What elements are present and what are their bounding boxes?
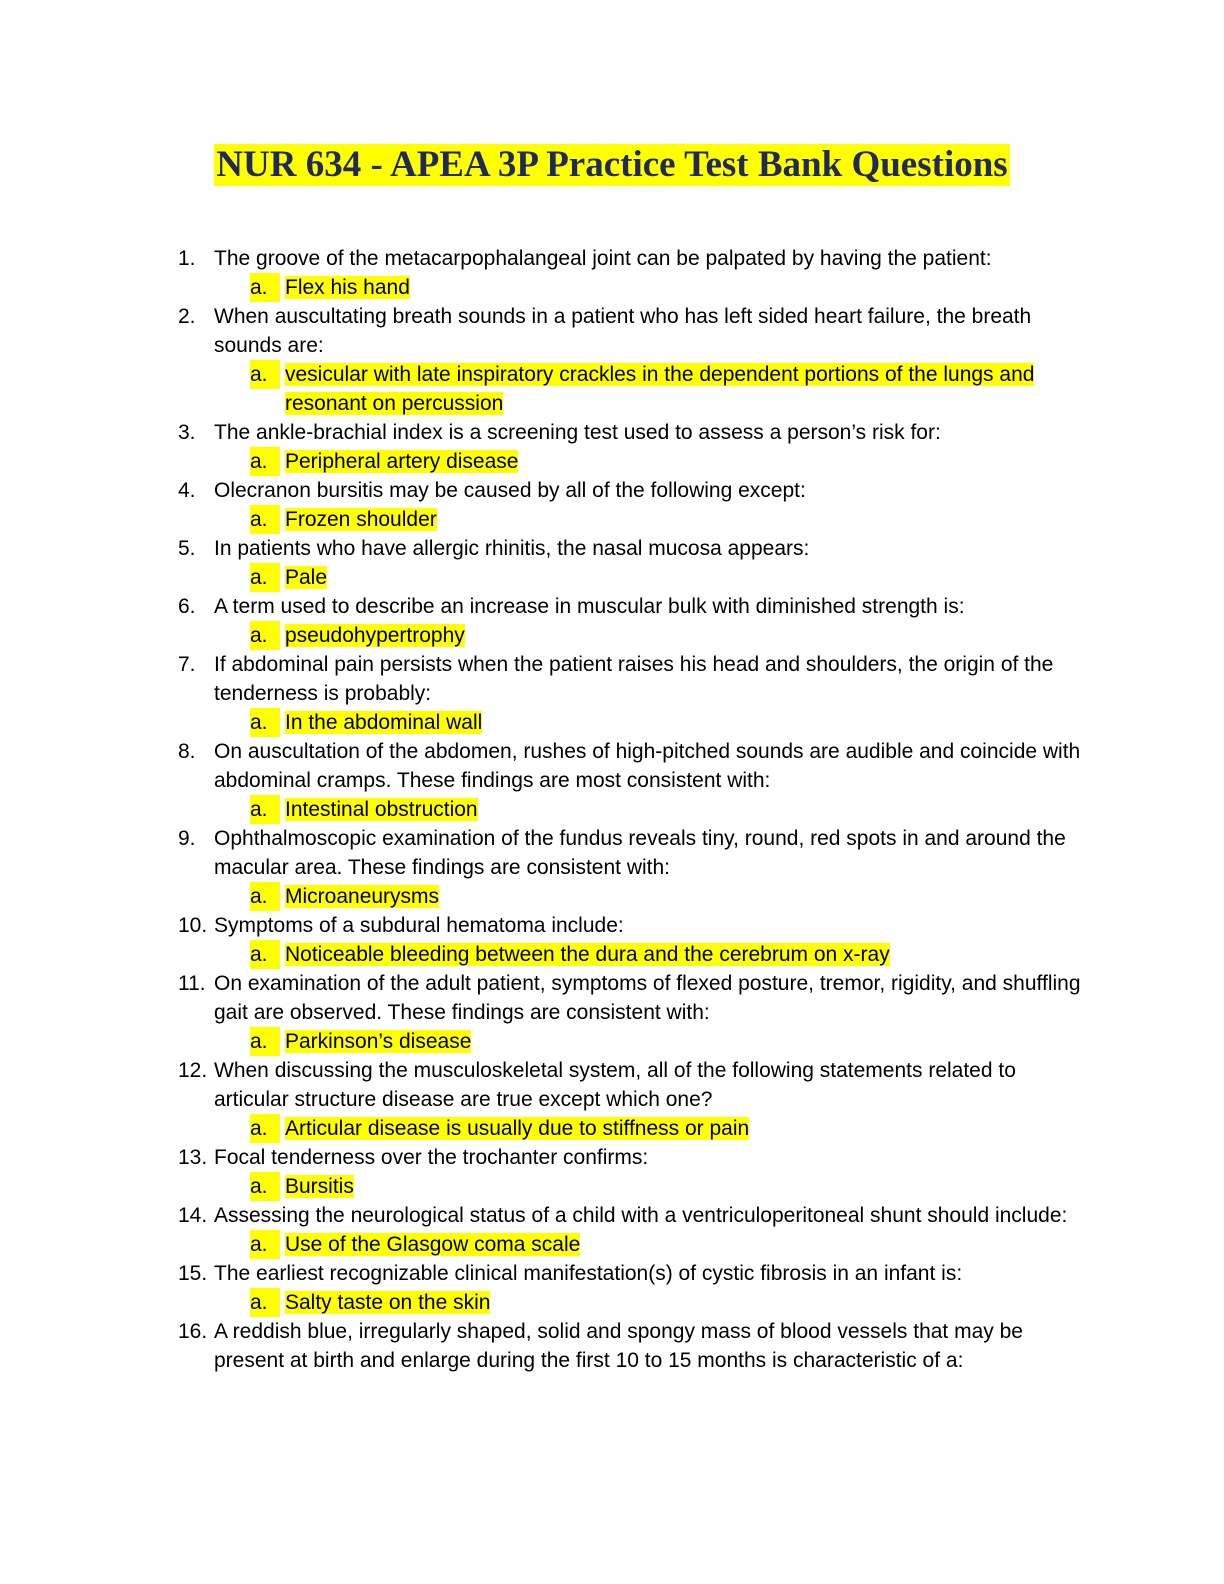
- question-number: 4.: [178, 479, 196, 502]
- question-item: [0, 476, 1224, 505]
- question-item: [0, 1259, 1224, 1288]
- question-text: If abdominal pain persists when the patient raises his head and shoulders, the origin of the tenderness is probably:: [214, 653, 1054, 705]
- question-item: [0, 244, 1224, 273]
- answer-item: [0, 940, 1224, 969]
- answer-letter: a.: [250, 795, 280, 824]
- question-number: 2.: [178, 305, 196, 328]
- question-number: 16.: [178, 1320, 208, 1343]
- answer-letter: a.: [250, 1114, 280, 1143]
- question-text: The groove of the metacarpophalangeal joint can be palpated by having the patient:: [214, 247, 992, 270]
- answer-text: Intestinal obstruction: [285, 798, 478, 821]
- question-number: 11.: [178, 972, 206, 995]
- question-item: [0, 650, 1224, 708]
- title-container: [0, 144, 1224, 186]
- question-item: [0, 1201, 1224, 1230]
- question-number: 1.: [178, 247, 196, 270]
- answer-letter: a.: [250, 1027, 280, 1056]
- answer-text: Noticeable bleeding between the dura and the cerebrum on x-ray: [285, 943, 890, 966]
- answer-letter: a.: [250, 708, 280, 737]
- answer-item: [0, 1114, 1224, 1143]
- question-item: [0, 302, 1224, 360]
- answer-item: [0, 1230, 1224, 1259]
- question-text: A term used to describe an increase in muscular bulk with diminished strength is:: [214, 595, 965, 618]
- answer-item: [0, 1172, 1224, 1201]
- answer-letter: a.: [250, 563, 280, 592]
- question-text: Focal tenderness over the trochanter confirms:: [214, 1146, 649, 1169]
- question-number: 8.: [178, 740, 196, 763]
- answer-text: vesicular with late inspiratory crackles in the dependent portions of the lungs and resonant on percussion: [285, 363, 1035, 415]
- question-item: [0, 1056, 1224, 1114]
- question-number: 3.: [178, 421, 196, 444]
- answer-text: Microaneurysms: [285, 885, 440, 908]
- answer-text: Use of the Glasgow coma scale: [285, 1233, 581, 1256]
- answer-item: [0, 708, 1224, 737]
- question-text: On examination of the adult patient, symptoms of flexed posture, tremor, rigidity, and shuffling gait are observed. These findings are consistent with:: [214, 972, 1081, 1024]
- question-number: 15.: [178, 1262, 208, 1285]
- question-item: [0, 911, 1224, 940]
- answer-item: [0, 1288, 1224, 1317]
- answer-item: [0, 795, 1224, 824]
- question-number: 14.: [178, 1204, 208, 1227]
- question-number: 10.: [178, 914, 208, 937]
- question-number: 7.: [178, 653, 196, 676]
- answer-text: In the abdominal wall: [285, 711, 483, 734]
- question-number: 6.: [178, 595, 196, 618]
- answer-text: Flex his hand: [285, 276, 410, 299]
- question-text: Ophthalmoscopic examination of the fundus reveals tiny, round, red spots in and around the macular area. These findings are consistent with:: [214, 827, 1066, 879]
- question-text: When auscultating breath sounds in a patient who has left sided heart failure, the breath sounds are:: [214, 305, 1032, 357]
- answer-item: [0, 273, 1224, 302]
- answer-text: Articular disease is usually due to stiffness or pain: [285, 1117, 750, 1140]
- question-item: [0, 534, 1224, 563]
- question-text: Olecranon bursitis may be caused by all of the following except:: [214, 479, 806, 502]
- page-title: NUR 634 - APEA 3P Practice Test Bank Questions: [216, 144, 1008, 185]
- answer-letter: a.: [250, 621, 280, 650]
- answer-item: [0, 447, 1224, 476]
- answer-letter: a.: [250, 1288, 280, 1317]
- answer-letter: a.: [250, 1172, 280, 1201]
- question-item: [0, 1317, 1224, 1375]
- answer-item: [0, 1027, 1224, 1056]
- answer-text: Parkinson’s disease: [285, 1030, 472, 1053]
- answer-item: [0, 882, 1224, 911]
- question-text: Assessing the neurological status of a child with a ventriculoperitoneal shunt should include:: [214, 1204, 1068, 1227]
- question-text: Symptoms of a subdural hematoma include:: [214, 914, 624, 937]
- question-item: [0, 737, 1224, 795]
- answer-letter: a.: [250, 505, 280, 534]
- question-number: 12.: [178, 1059, 208, 1082]
- question-number: 5.: [178, 537, 196, 560]
- answer-item: [0, 563, 1224, 592]
- answer-item: [0, 621, 1224, 650]
- answer-text: Salty taste on the skin: [285, 1291, 491, 1314]
- answer-letter: a.: [250, 1230, 280, 1259]
- question-text: When discussing the musculoskeletal system, all of the following statements related to articular structure disease are true except which one?: [214, 1059, 1016, 1111]
- question-item: [0, 592, 1224, 621]
- answer-item: [0, 505, 1224, 534]
- question-list: [0, 244, 1224, 1375]
- answer-text: Peripheral artery disease: [285, 450, 519, 473]
- answer-letter: a.: [250, 360, 280, 389]
- question-text: A reddish blue, irregularly shaped, solid and spongy mass of blood vessels that may be present at birth and enlarge during the first 10 to 15 months is characteristic of a:: [214, 1320, 1023, 1372]
- answer-text: Bursitis: [285, 1175, 354, 1198]
- answer-letter: a.: [250, 940, 280, 969]
- question-item: [0, 969, 1224, 1027]
- answer-text: pseudohypertrophy: [285, 624, 465, 647]
- question-item: [0, 418, 1224, 447]
- question-text: The earliest recognizable clinical manifestation(s) of cystic fibrosis in an infant is:: [214, 1262, 963, 1285]
- question-item: [0, 1143, 1224, 1172]
- question-text: In patients who have allergic rhinitis, the nasal mucosa appears:: [214, 537, 810, 560]
- answer-letter: a.: [250, 882, 280, 911]
- question-text: The ankle-brachial index is a screening test used to assess a person’s risk for:: [214, 421, 941, 444]
- question-number: 9.: [178, 827, 196, 850]
- answer-letter: a.: [250, 447, 280, 476]
- answer-letter: a.: [250, 273, 280, 302]
- answer-item: [0, 360, 1224, 418]
- answer-text: Frozen shoulder: [285, 508, 437, 531]
- answer-text: Pale: [285, 566, 328, 589]
- question-item: [0, 824, 1224, 882]
- question-text: On auscultation of the abdomen, rushes of high-pitched sounds are audible and coincide with abdominal cramps. These findings are most consistent with:: [214, 740, 1081, 792]
- question-number: 13.: [178, 1146, 208, 1169]
